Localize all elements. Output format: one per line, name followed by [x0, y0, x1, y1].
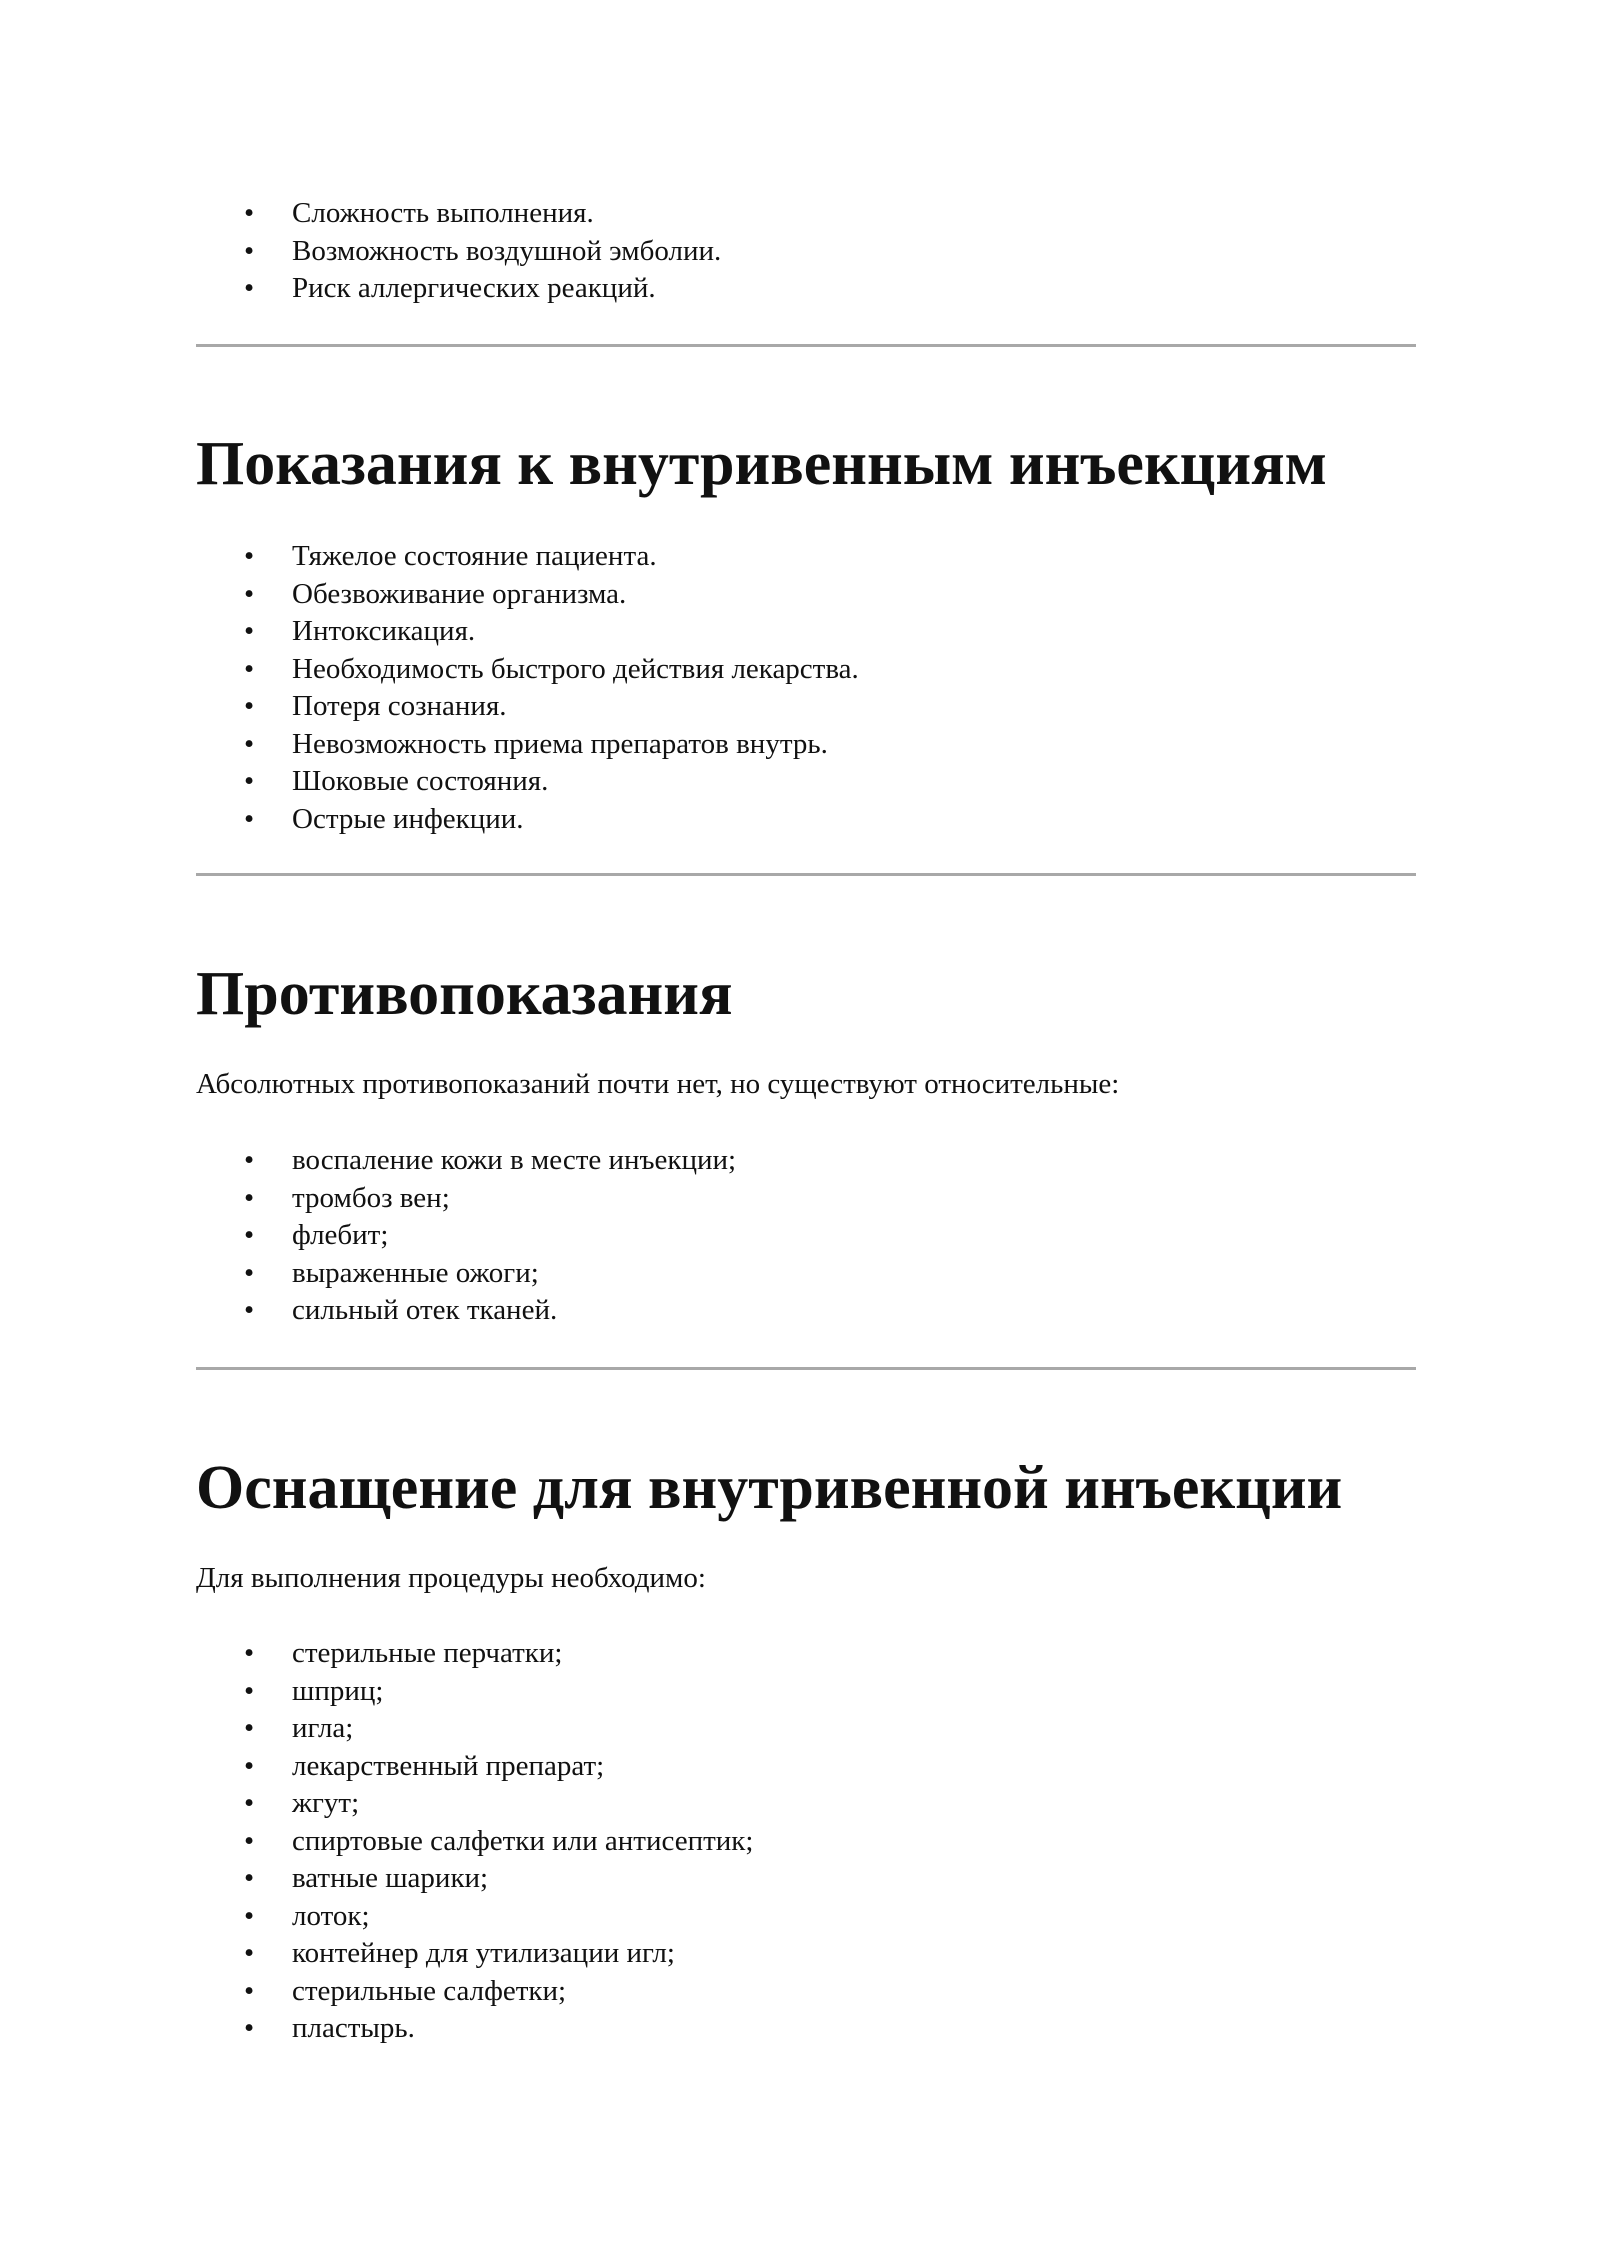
list-item	[196, 1142, 1416, 1180]
list-item	[196, 1935, 1416, 1973]
list-item	[196, 538, 1416, 576]
indications-list	[196, 538, 1416, 838]
list-item-text: выраженные ожоги;	[292, 1256, 539, 1289]
bullet-icon: •	[244, 540, 255, 572]
list-item-text: Острые инфекции.	[292, 802, 524, 835]
list-item-text: Шоковые состояния.	[292, 765, 549, 797]
bullet-icon: •	[244, 690, 255, 722]
indications-list-section	[196, 538, 1416, 838]
list-item	[196, 1785, 1416, 1823]
list-item-text: лоток;	[292, 1899, 370, 1932]
equipment-list	[196, 1635, 1416, 2048]
bullet-icon: •	[244, 1256, 255, 1289]
list-item-text: жгут;	[292, 1787, 360, 1819]
bullet-icon: •	[244, 1937, 255, 1969]
list-item	[196, 1635, 1416, 1673]
list-item	[196, 195, 1416, 233]
list-item	[196, 270, 1416, 308]
list-item	[196, 1748, 1416, 1786]
list-item	[196, 233, 1416, 271]
bullet-icon: •	[244, 1181, 255, 1214]
section-divider	[196, 344, 1416, 347]
list-item-text: Обезвоживание организма.	[292, 577, 627, 610]
list-item-text: шприц;	[292, 1674, 384, 1707]
list-item	[196, 651, 1416, 689]
list-item	[196, 2010, 1416, 2048]
bullet-icon: •	[244, 1712, 255, 1744]
bullet-icon: •	[244, 802, 255, 835]
list-item	[196, 726, 1416, 764]
list-item	[196, 1217, 1416, 1255]
list-item-text: пластырь.	[292, 2012, 415, 2044]
bullet-icon: •	[244, 1974, 255, 2007]
list-item	[196, 801, 1416, 839]
list-item	[196, 1860, 1416, 1898]
contraindications-intro: Абсолютных противопоказаний почти нет, но существуют относительные:	[196, 1068, 1120, 1100]
list-item	[196, 1255, 1416, 1293]
bullet-icon: •	[244, 197, 255, 229]
list-item	[196, 613, 1416, 651]
bullet-icon: •	[244, 1749, 255, 1782]
list-item-text: стерильные салфетки;	[292, 1974, 567, 2007]
bullet-icon: •	[244, 1294, 255, 1326]
list-item-text: Возможность воздушной эмболии.	[292, 234, 722, 267]
list-item	[196, 763, 1416, 801]
list-item-text: Потеря сознания.	[292, 690, 507, 722]
bullet-icon: •	[244, 1637, 255, 1669]
list-item-text: флебит;	[292, 1219, 389, 1251]
list-item-text: спиртовые салфетки или антисептик;	[292, 1824, 754, 1857]
equipment-list-section	[196, 1635, 1416, 2048]
list-item-text: воспаление кожи в месте инъекции;	[292, 1144, 737, 1176]
list-item-text: игла;	[292, 1712, 354, 1744]
contraindications-heading: Противопоказания	[196, 960, 733, 1028]
list-item	[196, 1292, 1416, 1330]
bullet-icon: •	[244, 1787, 255, 1819]
list-item	[196, 1710, 1416, 1748]
list-item-text: Сложность выполнения.	[292, 197, 594, 229]
list-item-text: контейнер для утилизации игл;	[292, 1937, 675, 1969]
list-item	[196, 1180, 1416, 1218]
bullet-icon: •	[244, 1144, 255, 1176]
list-item	[196, 1823, 1416, 1861]
equipment-intro: Для выполнения процедуры необходимо:	[196, 1562, 706, 1594]
bullet-icon: •	[244, 615, 255, 647]
bullet-icon: •	[244, 1219, 255, 1251]
list-item-text: стерильные перчатки;	[292, 1637, 563, 1669]
contraindications-list-section	[196, 1142, 1416, 1330]
bullet-icon: •	[244, 1899, 255, 1932]
bullet-icon: •	[244, 1824, 255, 1857]
bullet-icon: •	[244, 1674, 255, 1707]
drawbacks-list-section	[196, 195, 1416, 308]
list-item-text: Интоксикация.	[292, 615, 476, 647]
bullet-icon: •	[244, 1862, 255, 1894]
list-item-text: сильный отек тканей.	[292, 1294, 558, 1326]
list-item-text: Невозможность приема препаратов внутрь.	[292, 727, 828, 760]
bullet-icon: •	[244, 765, 255, 797]
list-item	[196, 576, 1416, 614]
list-item	[196, 688, 1416, 726]
list-item-text: ватные шарики;	[292, 1862, 489, 1894]
list-item	[196, 1973, 1416, 2011]
list-item-text: Тяжелое состояние пациента.	[292, 540, 657, 572]
list-item-text: тромбоз вен;	[292, 1181, 450, 1214]
list-item-text: лекарственный препарат;	[292, 1749, 605, 1782]
list-item	[196, 1673, 1416, 1711]
list-item	[196, 1898, 1416, 1936]
indications-heading: Показания к внутривенным инъекциям	[196, 430, 1327, 498]
bullet-icon: •	[244, 577, 255, 610]
section-divider	[196, 873, 1416, 876]
section-divider	[196, 1367, 1416, 1370]
list-item-text: Риск аллергических реакций.	[292, 272, 656, 304]
bullet-icon: •	[244, 727, 255, 760]
bullet-icon: •	[244, 2012, 255, 2044]
contraindications-list	[196, 1142, 1416, 1330]
drawbacks-list	[196, 195, 1416, 308]
bullet-icon: •	[244, 234, 255, 267]
bullet-icon: •	[244, 272, 255, 304]
bullet-icon: •	[244, 652, 255, 685]
equipment-heading: Оснащение для внутривенной инъекции	[196, 1454, 1343, 1522]
list-item-text: Необходимость быстрого действия лекарства.	[292, 652, 859, 685]
